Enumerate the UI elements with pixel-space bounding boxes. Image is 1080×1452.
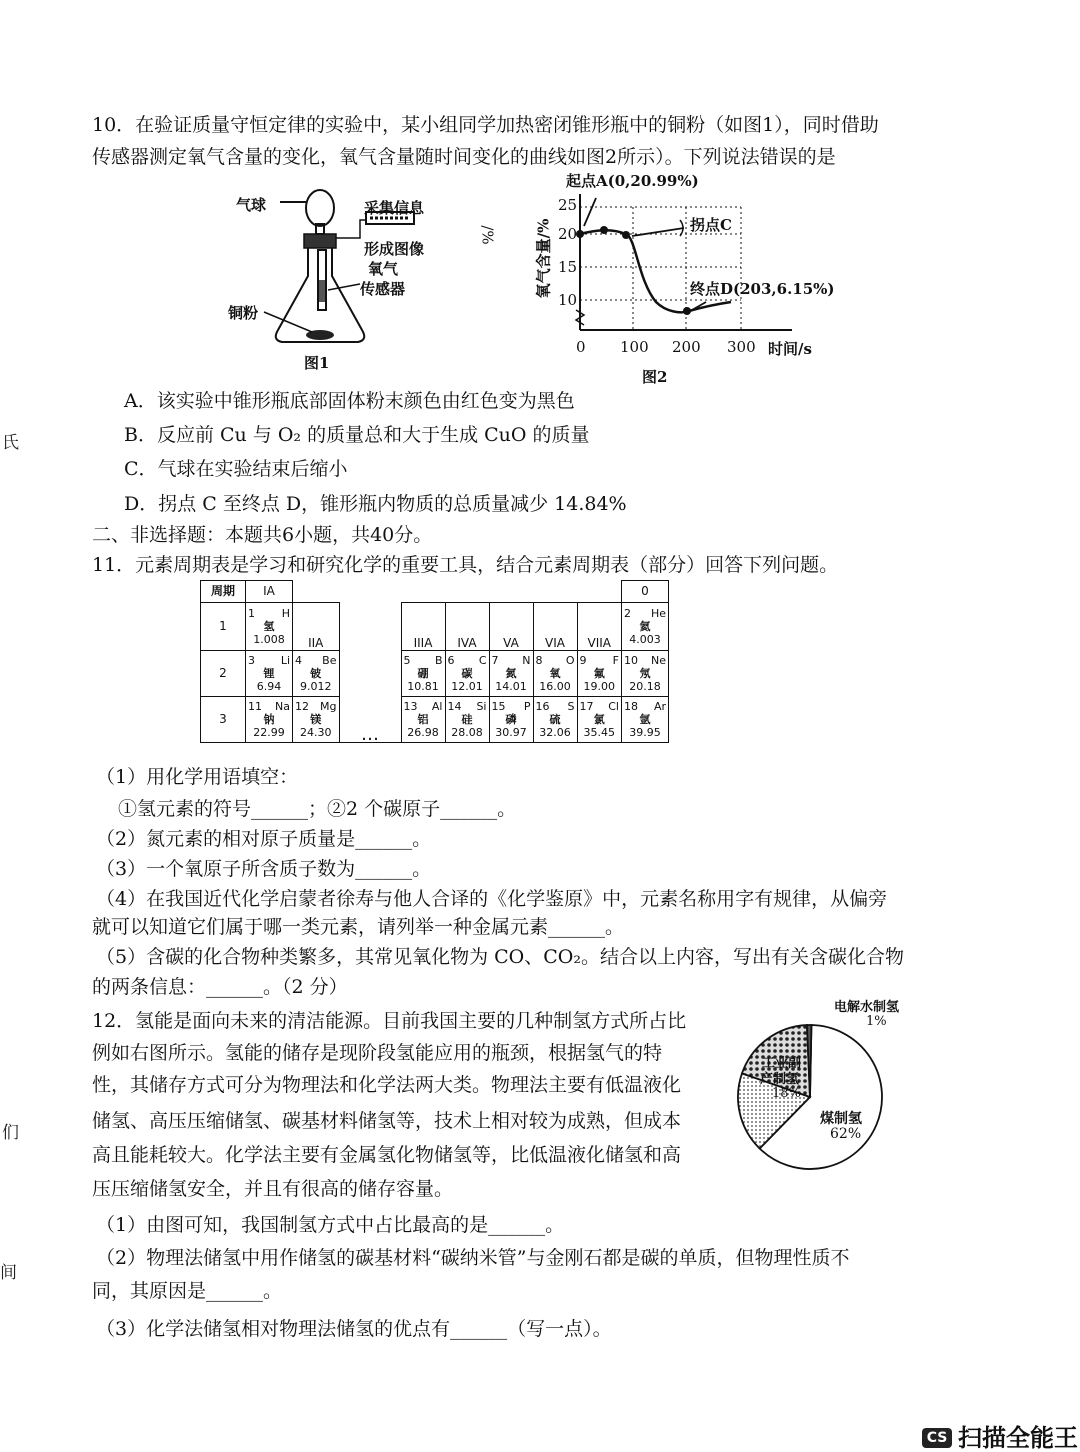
q11-sub2: （2）氮元素的相对原子质量是______。	[96, 828, 432, 850]
element-cell: 6 C 碳 12.01	[445, 651, 489, 697]
pie-label-coal: 煤制氢	[820, 1111, 862, 1127]
element-cell: 9 F 氟 19.00	[577, 651, 622, 697]
pie-label-coal-pct: 62%	[830, 1126, 862, 1142]
group-VA: VA	[489, 603, 533, 651]
scanner-logo-icon: CS	[922, 1428, 952, 1448]
q11-sub5-line2: 的两条信息：______。（2 分）	[92, 976, 348, 998]
fig2-ytick: 15	[558, 258, 578, 276]
group-VIIA: VIIA	[577, 603, 622, 651]
q12-line: 12．氢能是面向未来的清洁能源。目前我国主要的几种制氢方式所占比	[92, 1010, 687, 1032]
pie-label-industrial-1: 工业副	[762, 1056, 802, 1071]
q11-sub4-line1: （4）在我国近代化学启蒙者徐寿与他人合译的《化学鉴原》中，元素名称用字有规律，从偏旁	[96, 888, 888, 910]
period-header: 周期	[201, 581, 246, 603]
table-ellipsis: …	[339, 697, 401, 743]
element-cell: 7 N 氮 14.01	[489, 651, 533, 697]
element-cell: 15 P 磷 30.97	[489, 697, 533, 743]
q10-option-a: A．该实验中锥形瓶底部固体粉末颜色由红色变为黑色	[124, 390, 575, 412]
element-cell: 16 S 硫 32.06	[533, 697, 577, 743]
scanner-watermark	[922, 1424, 1078, 1452]
group-0: 0	[622, 581, 669, 603]
q12-sub3: （3）化学法储氢相对物理法储氢的优点有______（写一点）。	[96, 1318, 612, 1340]
fig2-inflect-label: 拐点C	[690, 216, 732, 234]
period-3-row	[201, 697, 669, 743]
margin-mark: 间	[0, 1263, 17, 1283]
pie-label-electrolysis-pct: 1%	[866, 1014, 887, 1029]
element-cell: 4 Be 铍 9.012	[293, 651, 340, 697]
fig2-xtick: 300	[727, 338, 756, 356]
q12-line: 例如右图所示。氢能的储存是现阶段氢能应用的瓶颈，根据氢气的特	[92, 1042, 663, 1064]
fig2-left-mark: /%	[478, 225, 497, 245]
element-cell: 11 Na 钠 22.99	[246, 697, 293, 743]
element-cell: 13 Al 铝 26.98	[401, 697, 445, 743]
q10-stem-line2: 传感器测定氧气含量的变化，氧气含量随时间变化的曲线如图2所示）。下列说法错误的是	[92, 146, 836, 168]
pie-label-industrial-pct: 18%	[772, 1086, 801, 1101]
period-2-row	[201, 651, 669, 697]
q10-option-c: C．气球在实验结束后缩小	[124, 458, 348, 480]
section-heading: 二、非选择题：本题共6小题，共40分。	[92, 524, 433, 546]
q10-option-d: D．拐点 C 至终点 D，锥形瓶内物质的总质量减少 14.84%	[124, 493, 627, 515]
figure-1-caption: 图1	[304, 354, 330, 372]
q12-sub1: （1）由图可知，我国制氢方式中占比最高的是______。	[96, 1214, 565, 1236]
figure-2-oxygen-curve	[556, 190, 796, 340]
sensor-label-1: 氧气	[368, 260, 399, 278]
q11-sub1: （1）用化学用语填空：	[96, 766, 299, 788]
q10-stem-line1: 10．在验证质量守恒定律的实验中，某小组同学加热密闭锥形瓶中的铜粉（如图1），同时借助	[92, 114, 879, 136]
sensor-label-2: 传感器	[360, 280, 406, 298]
element-cell: 8 O 氧 16.00	[533, 651, 577, 697]
margin-mark: 氏	[2, 433, 19, 453]
q12-line: 储氢、高压压缩储氢、碳基材料储氢等，技术上相对较为成熟，但成本	[92, 1110, 682, 1132]
group-VIA: VIA	[533, 603, 577, 651]
period-1: 1	[201, 603, 246, 651]
q12-line: 性，其储存方式可分为物理法和化学法两大类。物理法主要有低温液化	[92, 1074, 682, 1096]
q11-sub5-line1: （5）含碳的化合物种类繁多，其常见氧化物为 CO、CO₂。结合以上内容，写出有关含碳化合物	[96, 946, 904, 968]
fig2-ylabel: 氧气含量/%	[534, 218, 553, 299]
element-cell: 1 H 氢 1.008	[246, 603, 293, 651]
q12-line: 高且能耗较大。化学法主要有金属氢化物储氢等，比低温液化储氢和高	[92, 1144, 682, 1166]
element-cell: 17 Cl 氯 35.45	[577, 697, 622, 743]
q11-sub4-line2: 就可以知道它们属于哪一类元素，请列举一种金属元素______。	[92, 916, 625, 938]
powder-label: 铜粉	[228, 304, 259, 322]
margin-mark: 们	[2, 1123, 19, 1143]
q12-line: 压压缩储氢安全，并且有很高的储存容量。	[92, 1178, 454, 1200]
q10-option-b: B．反应前 Cu 与 O₂ 的质量总和大于生成 CuO 的质量	[124, 424, 590, 446]
fig2-end-label: 终点D(203,6.15%)	[690, 280, 835, 298]
q12-sub2-line1: （2）物理法储氢中用作储氢的碳基材料“碳纳米管”与金刚石都是碳的单质，但物理性质不	[96, 1247, 850, 1269]
element-cell: 18 Ar 氩 39.95	[622, 697, 669, 743]
period-2: 2	[201, 651, 246, 697]
balloon-label: 气球	[236, 196, 267, 214]
element-cell: 5 B 硼 10.81	[401, 651, 445, 697]
q11-stem: 11．元素周期表是学习和研究化学的重要工具，结合元素周期表（部分）回答下列问题。	[92, 554, 839, 576]
fig2-xtick: 200	[672, 338, 701, 356]
element-cell: 10 Ne 氖 20.18	[622, 651, 669, 697]
fig2-xlabel: 时间/s	[768, 340, 812, 358]
fig2-xtick: 100	[620, 338, 649, 356]
element-cell: 2 He 氦 4.003	[622, 603, 669, 651]
fig2-start-label: 起点A(0,20.99%)	[566, 172, 699, 190]
period-3: 3	[201, 697, 246, 743]
fig2-ytick: 10	[558, 291, 578, 309]
group-IVA: IVA	[445, 603, 489, 651]
info-label-2: 形成图像	[364, 240, 425, 258]
group-IIIA: IIIA	[401, 603, 445, 651]
q11-sub3: （3）一个氧原子所含质子数为______。	[96, 858, 432, 880]
q11-sub1a: ①氢元素的符号______；②2 个碳原子______。	[118, 798, 517, 820]
element-cell: 14 Si 硅 28.08	[445, 697, 489, 743]
element-cell: 3 Li 锂 6.94	[246, 651, 293, 697]
fig2-ytick: 25	[558, 196, 578, 214]
hydrogen-production-pie	[730, 1012, 890, 1182]
group-IA: IA	[246, 581, 293, 603]
group-IIA: IIA	[293, 603, 340, 651]
figure-2-caption: 图2	[642, 368, 668, 386]
pie-label-electrolysis: 电解水制氢	[834, 1000, 900, 1015]
element-cell: 12 Mg 镁 24.30	[293, 697, 340, 743]
scanner-watermark-text: 扫描全能王	[958, 1424, 1078, 1452]
periodic-table	[200, 580, 669, 743]
fig2-xtick: 0	[576, 338, 586, 356]
fig2-ytick: 20	[558, 225, 578, 243]
q12-sub2-line2: 同，其原因是______。	[92, 1280, 283, 1302]
info-label-1: 采集信息	[364, 199, 425, 217]
pie-label-industrial-2: 产制氢	[760, 1072, 800, 1087]
